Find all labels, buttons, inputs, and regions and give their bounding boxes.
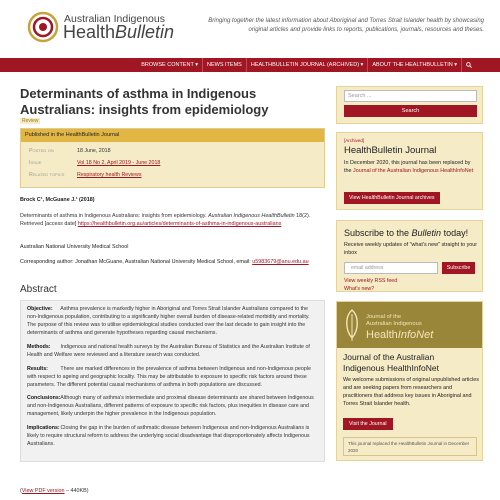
pdf-link[interactable]: View PDF version [21,488,65,494]
rss-links [344,278,397,293]
abstract-objective-text: Asthma prevalence is markedly higher in Aboriginal and Torres Strait Islander Australians compared to the non-Indigenous population, contributing to a significantly higher overall burden of disease-related morbidity and mortality. The purpose of this review was to utilise epidemiological studies conducted over the last decade to gain insight into the determinants of asthma and generate hypotheses regarding causal mechanisms. [27,306,310,336]
journal-archives-button[interactable]: View HealthBulletin Journal archives [344,192,440,204]
related-topics-label: Related topics [29,172,65,178]
sidebar-subscribe-box [336,220,483,292]
journal-text-body: In December 2020, this journal has been replaced by the [344,160,471,174]
corresponding-text: Corresponding author: Jonathan McGuane, Australian National University Medical School, email: [20,259,253,265]
search-input[interactable]: Search ... [344,90,477,102]
abstract-results-label: Results: [27,365,48,372]
abstract-results-text: There are marked differences in the prevalence of asthma between Indigenous and non-Indigenous people with respect to ageing and geographic locality. This may be attributable to exposure to specific risk factors around these parameters. The different potential causal mechanisms of asthma in both populations are discussed. [27,365,311,388]
abstract-box [20,300,325,462]
publication-info-heading: Published in the HealthBulletin Journal [21,129,324,142]
subscribe-text: Receive weekly updates of "what's new" straight to your inbox [344,242,478,256]
leaf-icon [343,308,361,342]
abstract-conclusions [27,395,318,419]
logo-health: Health [63,22,116,42]
infonet-banner-health: Health [366,329,398,341]
abstract-methods-text: Indigenous and national health surveys by the Australian Bureau of Statistics and the Australian Institute of Health and Welfare were reviewed and a literature search was conducted. [27,343,310,358]
publication-info-box [20,128,325,188]
infonet-note: This journal replaced the HealthBulletin Journal in December 2020 [343,437,477,456]
email-field[interactable]: email address [344,262,438,274]
abstract-implications [27,425,318,449]
posted-on-value: 18 June, 2018 [77,148,111,154]
logo-text-top[interactable]: Australian Indigenous [64,13,165,25]
rss-feed-link[interactable]: View weekly RSS feed [344,278,398,284]
infonet-banner[interactable] [337,302,482,348]
infonet-banner-infonet: InfoNet [397,329,434,341]
related-topics-link[interactable]: Respiratory health Reviews [77,172,142,178]
sidebar-infonet-box [336,301,483,461]
nav-about[interactable]: ABOUT THE HEALTHBULLETIN ▾ [367,58,461,72]
abstract-conclusions-text: Although many of asthma's intermediate and proximal disease determinants are shared between Indigenous and non-Indigenous Australians, different patterns of exposure to specific risk factors, plus inequities in disease care and management, likely underpin the higher prevalence in the Indigenous population. [27,395,314,418]
corresponding-author [20,258,325,266]
sidebar-journal-box [336,132,483,210]
journal-heading: HealthBulletin Journal [344,145,437,156]
infonet-banner-text [366,314,422,328]
abstract-methods [27,344,318,360]
citation [20,212,325,228]
posted-on-label: Posted on [29,148,54,154]
review-tag[interactable]: Review [22,118,39,124]
citation-text: Determinants of asthma in Indigenous Australians: insights from epidemiology. [20,213,209,219]
abstract-heading: Abstract [20,284,57,295]
authors: Brock C¹, McGuane J.¹ (2018) [20,197,95,203]
pdf-size: – 440KB) [64,488,89,494]
abstract-methods-label: Methods: [27,343,51,350]
search-button[interactable]: Search [344,105,477,117]
article-title: Determinants of asthma in Indigenous Australians: insights from epidemiology [20,86,269,117]
abstract-implications-text: Closing the gap in the burden of asthmatic disease between Indigenous and non-Indigenous Australians is likely to require structural reform to address the underlying social disadvantage that disproportionately affects Indigenous Australians. [27,425,310,448]
issue-label: Issue [29,160,42,166]
citation-journal: Australian Indigenous HealthBulletin [208,213,295,219]
subscribe-heading-c: today! [441,228,469,238]
journal-infonet-link[interactable]: Journal of the Australian Indigenous HealthInfoNet [353,167,474,174]
abstract-objective-label: Objective: [27,306,53,312]
subscribe-heading-b: Bulletin [411,228,442,238]
affiliation: Australian National University Medical School [20,244,129,250]
archived-label: [Archived] [344,138,365,143]
pdf-download: (View PDF version – 440KB) [20,488,89,494]
abstract-conclusions-label: Conclusions: [27,395,61,402]
whats-new-link[interactable]: What's new? [344,285,375,292]
infonet-text: We welcome submissions of original unpublished articles and are seeking papers from researchers and practitioners that address key issues in Aboriginal and Torres Strait Islander health. [343,377,479,408]
site-tagline: Bringing together the latest information about Aboriginal and Torres Strait Islander health by showcasing original articles and provide links to reports, publications, journals, resources and theses. [208,18,484,34]
issue-link[interactable]: Vol 18 No 2, April 2019 - June 2018 [77,160,161,166]
citation-link[interactable]: https://healthbulletin.org.au/articles/determinants-of-asthma-in-indigenous-australians [77,221,282,228]
sidebar-search-box [336,86,483,124]
abstract-objective [27,306,318,338]
nav-search-button[interactable] [461,58,473,72]
logo-text-main[interactable] [63,22,174,43]
logo-bulletin: Bulletin [115,22,175,42]
visit-journal-button[interactable]: Visit the Journal [343,418,393,430]
infonet-banner-line1: Journal of the [366,314,402,320]
infonet-heading: Journal of the Australian Indigenous HealthInfoNet [343,352,439,373]
nav-news-items[interactable]: NEWS ITEMS [202,58,246,72]
site-header [0,0,500,58]
infonet-banner-line2: Australian Indigenous [366,320,422,327]
nav-browse-content[interactable]: BROWSE CONTENT ▾ [141,62,198,68]
abstract-implications-label: Implications: [27,425,60,432]
subscribe-heading [344,228,468,238]
author-email-link[interactable]: u5983679@anu.edu.au [252,259,309,265]
main-nav [0,58,500,72]
search-icon [466,62,472,68]
infonet-banner-title [366,329,433,341]
logo-icon[interactable] [27,11,59,43]
subscribe-button[interactable]: Subscribe [442,262,475,274]
nav-journal-archived[interactable]: HEALTHBULLETIN JOURNAL (ARCHIVED) ▾ [246,58,367,72]
citation-text-2: 18(2). Retrieved [access date] [20,213,311,228]
journal-text [344,160,477,176]
subscribe-heading-a: Subscribe to the [344,228,412,238]
abstract-results [27,366,318,390]
